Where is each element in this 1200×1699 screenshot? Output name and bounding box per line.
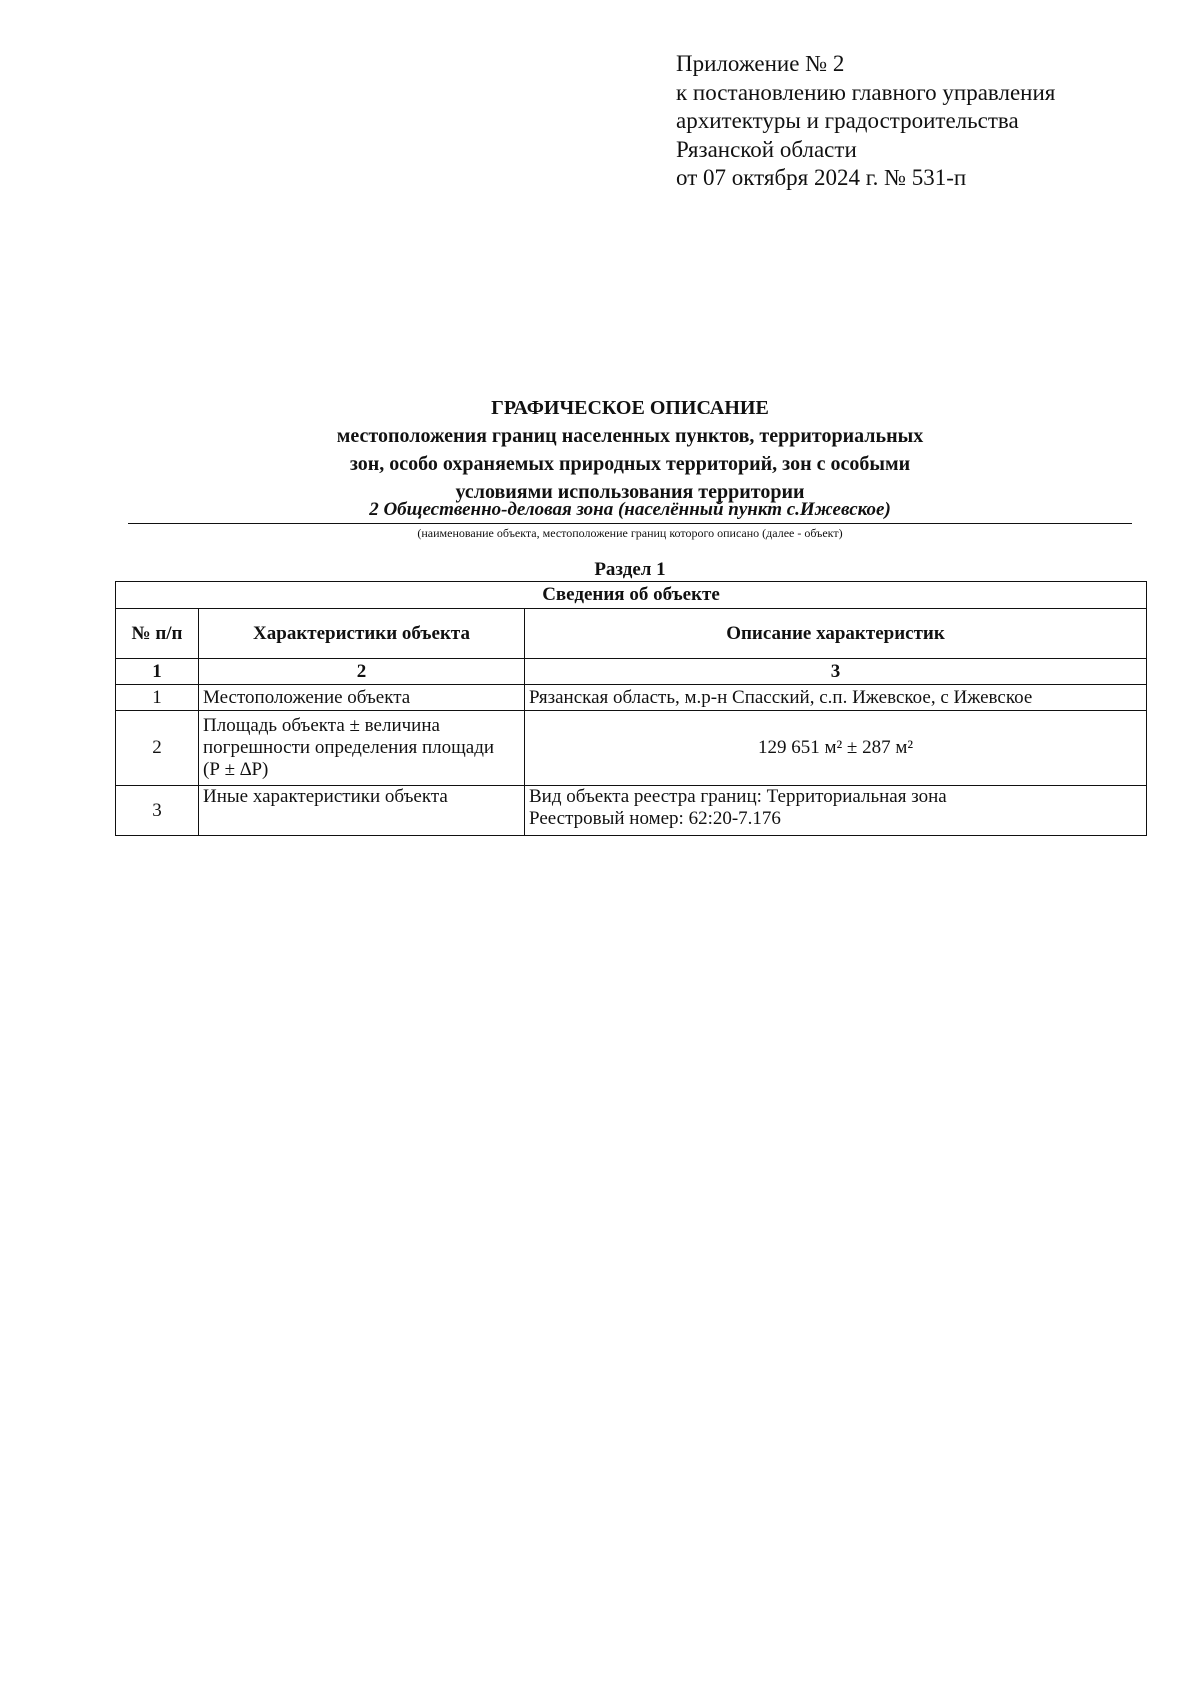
appendix-line-2: к постановлению главного управления [676, 79, 1056, 105]
row-description [525, 786, 1147, 836]
document-title [128, 394, 1132, 506]
column-number-row [116, 659, 1147, 685]
column-number-2: 2 [199, 659, 525, 685]
row-characteristic: Иные характеристики объекта [199, 786, 525, 836]
object-caption: (наименование объекта, местоположение границ которого описано (далее - объект) [417, 526, 843, 540]
table-row [116, 685, 1147, 711]
table-row [116, 786, 1147, 836]
row-description-line: Вид объекта реестра границ: Территориальная зона [529, 786, 947, 807]
column-number-1: 1 [116, 659, 199, 685]
row-description-line: Реестровый номер: 62:20-7.176 [529, 808, 781, 829]
row-characteristic: Местоположение объекта [199, 685, 525, 711]
title-line-3: условиями использования территории [455, 481, 805, 503]
row-characteristic-line: (Р ± ∆Р) [203, 759, 269, 780]
header-characteristic: Характеристики объекта [199, 609, 525, 659]
row-description: 129 651 м² ± 287 м² [525, 711, 1147, 786]
row-description: Рязанская область, м.р-н Спасский, с.п. Ижевское, с Ижевское [525, 685, 1147, 711]
table-row [116, 711, 1147, 786]
appendix-line-1: Приложение № 2 [676, 51, 845, 76]
appendix-line-3: архитектуры и градостроительства [676, 108, 1019, 133]
row-num: 3 [116, 786, 199, 836]
section-title: Раздел 1 [594, 559, 666, 580]
table-title: Сведения об объекте [116, 582, 1147, 609]
row-characteristic [199, 711, 525, 786]
title-line-2: зон, особо охраняемых природных территорий, зон с особыми [349, 453, 911, 475]
table-title-row [116, 582, 1147, 609]
row-characteristic-line: погрешности определения площади [203, 737, 495, 758]
title-main: ГРАФИЧЕСКОЕ ОПИСАНИЕ [491, 397, 769, 419]
header-num-label: № п/п [131, 622, 183, 644]
row-characteristic-line: Площадь объекта ± величина [203, 715, 440, 736]
row-num: 2 [116, 711, 199, 786]
object-info-table [115, 581, 1147, 836]
object-name: 2 Общественно-деловая зона (населённый пункт с.Ижевское) [369, 499, 891, 520]
object-name-underline [128, 523, 1132, 524]
header-description: Описание характеристик [525, 609, 1147, 659]
appendix-line-5: от 07 октября 2024 г. № 531-п [676, 165, 967, 190]
title-line-1: местоположения границ населенных пунктов, территориальных [336, 425, 924, 447]
column-number-3: 3 [525, 659, 1147, 685]
appendix-line-4: Рязанской области [676, 136, 857, 162]
header-num [116, 609, 199, 659]
appendix-header [676, 50, 1176, 193]
table-header-row [116, 609, 1147, 659]
row-num: 1 [116, 685, 199, 711]
